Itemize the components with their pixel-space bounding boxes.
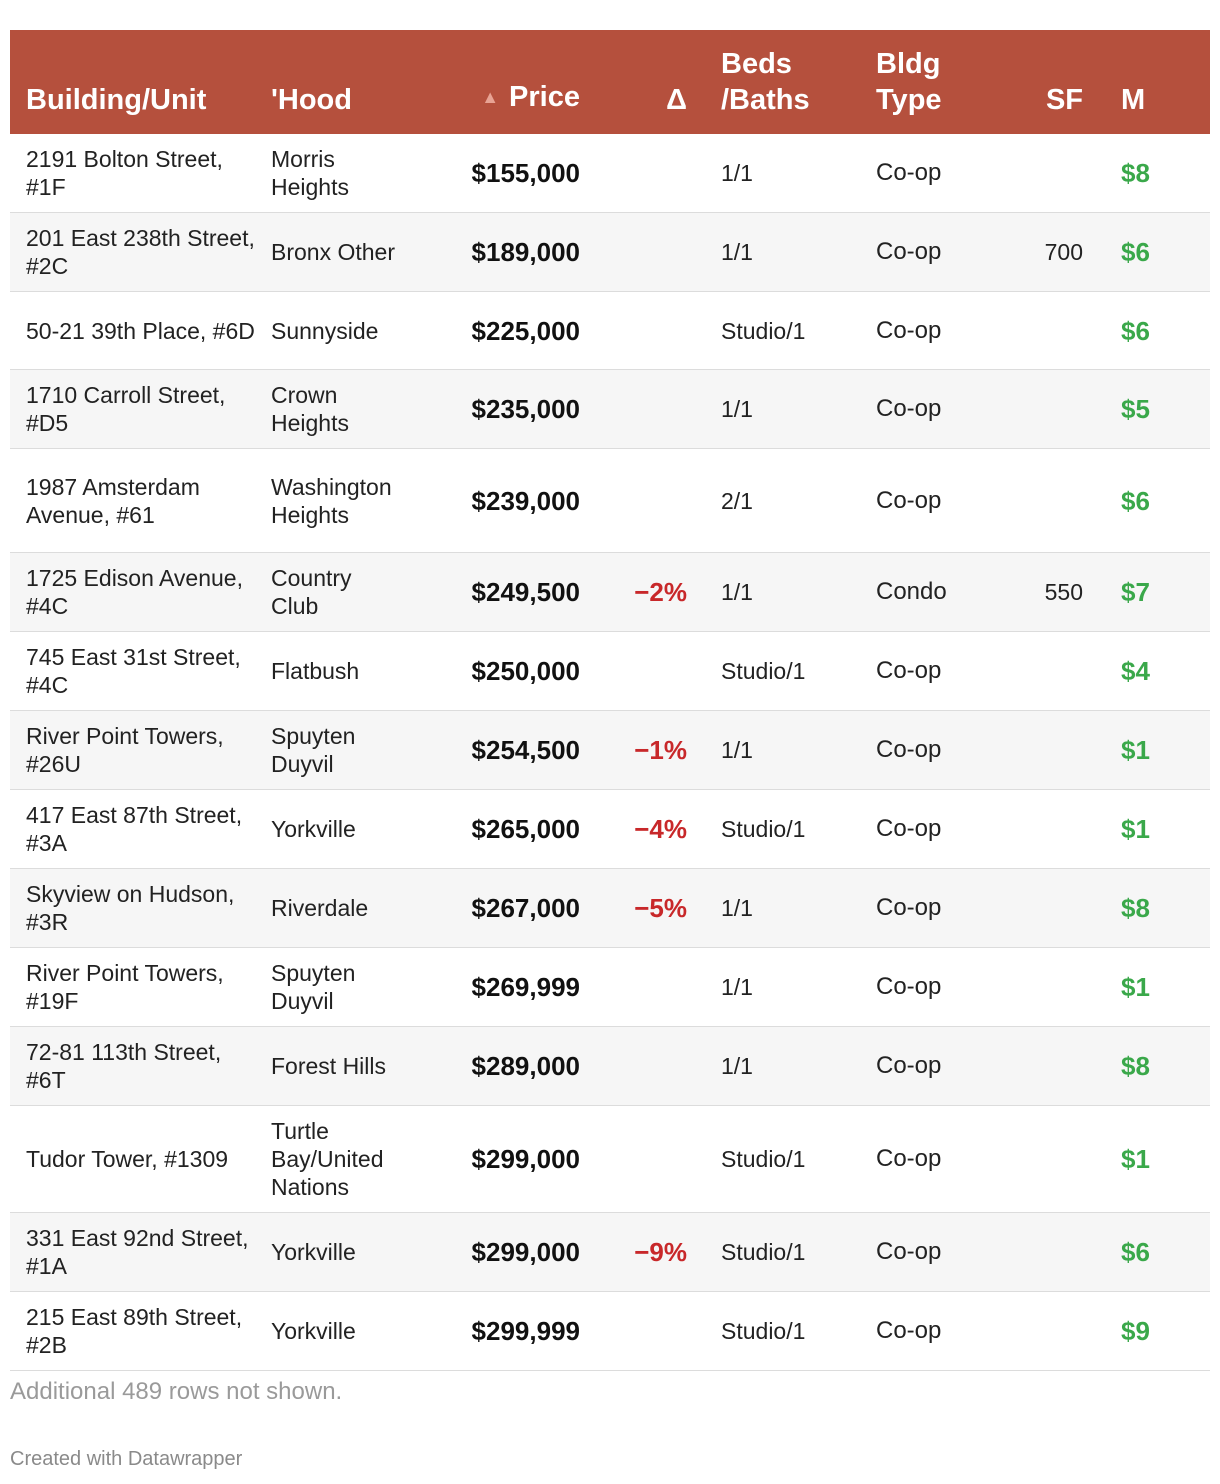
table-row [10, 553, 1210, 632]
column-header-sf[interactable]: SF [1045, 84, 1083, 116]
cell-beds-baths: 1/1 [705, 869, 860, 948]
cell-monthly: $6 [1105, 449, 1210, 553]
cell-beds-baths: 1/1 [705, 134, 860, 213]
cell-monthly: $5 [1105, 370, 1210, 449]
cell-delta [580, 1106, 705, 1213]
table-row [10, 632, 1210, 711]
cell-hood: Yorkville [255, 1213, 405, 1292]
cell-delta [580, 449, 705, 553]
listings-table-container [10, 30, 1210, 1371]
cell-price: $254,500 [405, 711, 580, 790]
cell-sf: 700 [985, 213, 1105, 292]
cell-building: 1710 Carroll Street, #D5 [10, 370, 255, 449]
cell-building-type: Co-op [860, 1213, 985, 1292]
cell-sf [985, 370, 1105, 449]
cell-price: $239,000 [405, 449, 580, 553]
cell-sf [985, 292, 1105, 370]
cell-hood: Spuyten Duyvil [255, 948, 405, 1027]
table-row [10, 869, 1210, 948]
cell-delta [580, 370, 705, 449]
cell-price: $267,000 [405, 869, 580, 948]
cell-beds-baths: Studio/1 [705, 1292, 860, 1371]
cell-price: $265,000 [405, 790, 580, 869]
table-row [10, 711, 1210, 790]
table-body [10, 134, 1210, 1371]
cell-price: $299,999 [405, 1292, 580, 1371]
table-row [10, 370, 1210, 449]
cell-delta [580, 1292, 705, 1371]
table-row [10, 134, 1210, 213]
cell-building-type: Co-op [860, 213, 985, 292]
cell-beds-baths: 1/1 [705, 711, 860, 790]
cell-price: $249,500 [405, 553, 580, 632]
cell-building: 72-81 113th Street, #6T [10, 1027, 255, 1106]
cell-delta: −9% [580, 1213, 705, 1292]
cell-beds-baths: Studio/1 [705, 292, 860, 370]
cell-building-type: Co-op [860, 1106, 985, 1213]
cell-building-type: Co-op [860, 134, 985, 213]
cell-monthly: $1 [1105, 711, 1210, 790]
cell-hood: Country Club [255, 553, 405, 632]
cell-price: $269,999 [405, 948, 580, 1027]
cell-building-type: Co-op [860, 869, 985, 948]
cell-delta: −2% [580, 553, 705, 632]
cell-beds-baths: 1/1 [705, 213, 860, 292]
datawrapper-credit: Created with Datawrapper [10, 1448, 243, 1470]
cell-beds-baths: 1/1 [705, 948, 860, 1027]
cell-price: $155,000 [405, 134, 580, 213]
table-row [10, 948, 1210, 1027]
cell-delta: −1% [580, 711, 705, 790]
cell-delta [580, 632, 705, 711]
cell-hood: Riverdale [255, 869, 405, 948]
cell-monthly: $8 [1105, 869, 1210, 948]
column-header-hood[interactable]: 'Hood [271, 84, 352, 116]
cell-monthly: $8 [1105, 134, 1210, 213]
cell-beds-baths: Studio/1 [705, 1213, 860, 1292]
cell-delta: −4% [580, 790, 705, 869]
table-row [10, 1106, 1210, 1213]
cell-hood: Spuyten Duyvil [255, 711, 405, 790]
cell-sf [985, 711, 1105, 790]
cell-price: $299,000 [405, 1213, 580, 1292]
cell-building: 50-21 39th Place, #6D [10, 292, 255, 370]
cell-delta [580, 134, 705, 213]
cell-building: 201 East 238th Street, #2C [10, 213, 255, 292]
cell-hood: Crown Heights [255, 370, 405, 449]
table-header-row [10, 30, 1210, 134]
cell-building-type: Co-op [860, 292, 985, 370]
cell-building: 2191 Bolton Street, #1F [10, 134, 255, 213]
cell-price: $299,000 [405, 1106, 580, 1213]
cell-beds-baths: Studio/1 [705, 1106, 860, 1213]
cell-sf [985, 948, 1105, 1027]
cell-building: River Point Towers, #19F [10, 948, 255, 1027]
column-header-beds-baths[interactable]: Beds /Baths [721, 48, 810, 116]
cell-building-type: Co-op [860, 948, 985, 1027]
cell-sf: 550 [985, 553, 1105, 632]
cell-monthly: $8 [1105, 1027, 1210, 1106]
cell-beds-baths: 1/1 [705, 1027, 860, 1106]
cell-building: 745 East 31st Street, #4C [10, 632, 255, 711]
column-header-price[interactable]: ▲ Price [481, 81, 580, 113]
cell-hood: Flatbush [255, 632, 405, 711]
column-header-building[interactable]: Building/Unit [26, 84, 207, 116]
column-header-delta[interactable]: Δ [666, 84, 687, 116]
table-row [10, 213, 1210, 292]
cell-monthly: $1 [1105, 948, 1210, 1027]
cell-monthly: $6 [1105, 1213, 1210, 1292]
cell-monthly: $1 [1105, 1106, 1210, 1213]
cell-delta [580, 948, 705, 1027]
cell-building-type: Co-op [860, 632, 985, 711]
cell-sf [985, 1027, 1105, 1106]
cell-beds-baths: 2/1 [705, 449, 860, 553]
cell-monthly: $6 [1105, 292, 1210, 370]
cell-monthly: $6 [1105, 213, 1210, 292]
cell-building-type: Co-op [860, 711, 985, 790]
cell-delta: −5% [580, 869, 705, 948]
cell-building: 417 East 87th Street, #3A [10, 790, 255, 869]
cell-building: 1987 Amsterdam Avenue, #61 [10, 449, 255, 553]
cell-beds-baths: 1/1 [705, 370, 860, 449]
cell-sf [985, 449, 1105, 553]
cell-sf [985, 134, 1105, 213]
cell-building-type: Co-op [860, 1027, 985, 1106]
cell-delta [580, 213, 705, 292]
cell-delta [580, 292, 705, 370]
cell-building: 215 East 89th Street, #2B [10, 1292, 255, 1371]
cell-building: 331 East 92nd Street, #1A [10, 1213, 255, 1292]
cell-hood: Yorkville [255, 1292, 405, 1371]
cell-price: $235,000 [405, 370, 580, 449]
cell-building-type: Co-op [860, 449, 985, 553]
cell-hood: Forest Hills [255, 1027, 405, 1106]
cell-hood: Yorkville [255, 790, 405, 869]
cell-building-type: Co-op [860, 790, 985, 869]
cell-delta [580, 1027, 705, 1106]
cell-building-type: Condo [860, 553, 985, 632]
table-row [10, 1292, 1210, 1371]
cell-price: $289,000 [405, 1027, 580, 1106]
cell-building-type: Co-op [860, 370, 985, 449]
column-header-monthly[interactable]: M [1121, 84, 1146, 116]
cell-building: Tudor Tower, #1309 [10, 1106, 255, 1213]
cell-beds-baths: Studio/1 [705, 632, 860, 711]
cell-hood: Turtle Bay/United Nations [255, 1106, 405, 1213]
cell-sf [985, 632, 1105, 711]
listings-table [10, 30, 1210, 1371]
cell-beds-baths: 1/1 [705, 553, 860, 632]
cell-hood: Bronx Other [255, 213, 405, 292]
cell-price: $225,000 [405, 292, 580, 370]
cell-sf [985, 869, 1105, 948]
cell-building: Skyview on Hudson, #3R [10, 869, 255, 948]
cell-sf [985, 1292, 1105, 1371]
cell-building-type: Co-op [860, 1292, 985, 1371]
cell-hood: Washington Heights [255, 449, 405, 553]
cell-hood: Sunnyside [255, 292, 405, 370]
cell-building: River Point Towers, #26U [10, 711, 255, 790]
cell-monthly: $4 [1105, 632, 1210, 711]
cell-sf [985, 1106, 1105, 1213]
table-row [10, 292, 1210, 370]
table-row [10, 449, 1210, 553]
cell-monthly: $1 [1105, 790, 1210, 869]
cell-monthly: $9 [1105, 1292, 1210, 1371]
table-row [10, 1027, 1210, 1106]
cell-monthly: $7 [1105, 553, 1210, 632]
cell-price: $250,000 [405, 632, 580, 711]
cell-price: $189,000 [405, 213, 580, 292]
sort-ascending-icon: ▲ [481, 87, 500, 107]
cell-hood: Morris Heights [255, 134, 405, 213]
cell-building: 1725 Edison Avenue, #4C [10, 553, 255, 632]
cell-sf [985, 1213, 1105, 1292]
cell-beds-baths: Studio/1 [705, 790, 860, 869]
rows-not-shown-note: Additional 489 rows not shown. [10, 1378, 343, 1405]
table-row [10, 790, 1210, 869]
table-row [10, 1213, 1210, 1292]
cell-sf [985, 790, 1105, 869]
column-header-building-type[interactable]: Bldg Type [876, 48, 942, 116]
